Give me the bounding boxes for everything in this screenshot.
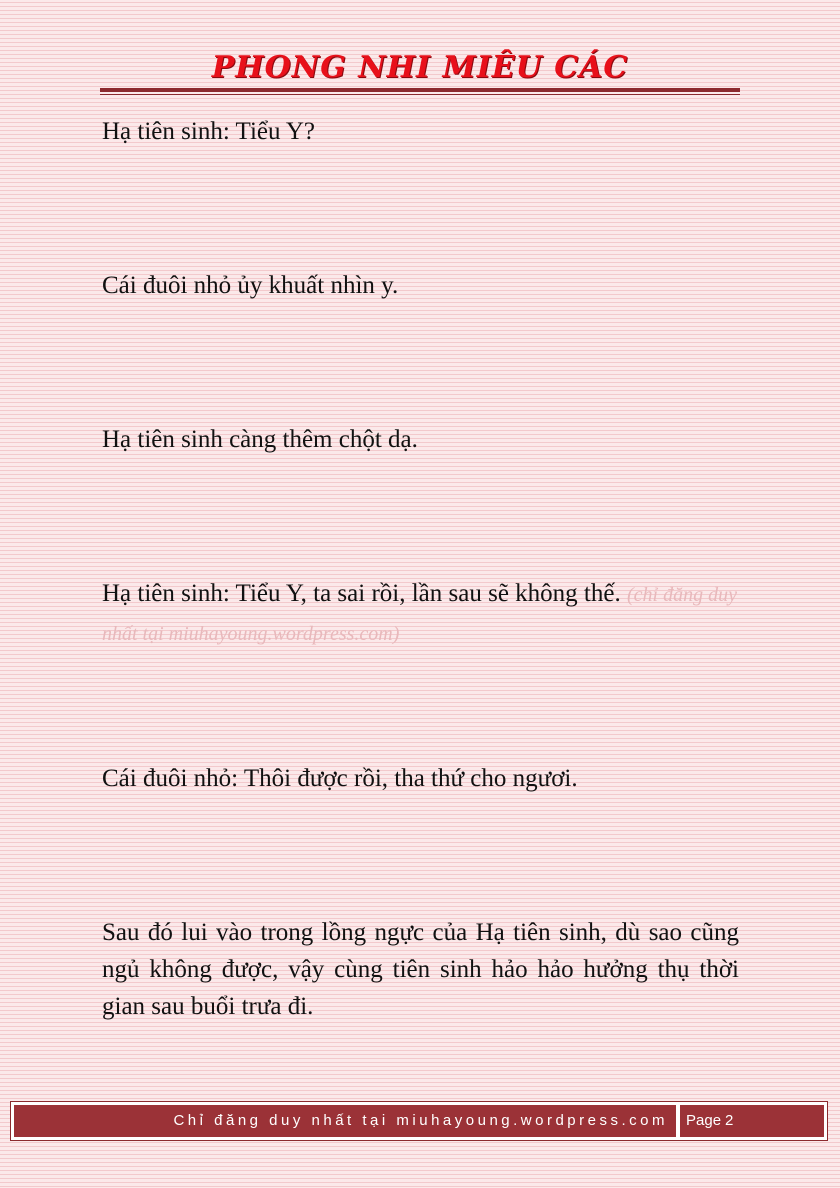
- paragraph: Sau đó lui vào trong lồng ngực của Hạ tiên sinh, dù sao cũng ngủ không được, vậy cùng tiên sinh hảo hảo hưởng thụ thời gian sau buổi trưa đi.: [102, 919, 739, 1020]
- paragraph: Hạ tiên sinh càng thêm chột dạ.: [102, 426, 418, 453]
- paragraph-text: Hạ tiên sinh: Tiểu Y, ta sai rồi, lần sau sẽ không thế.: [102, 580, 621, 607]
- footer-site-text: Chỉ đăng duy nhất tại miuhayoung.wordpress.com: [14, 1105, 676, 1137]
- paragraph: Hạ tiên sinh: Tiểu Y?: [102, 118, 315, 145]
- paragraph: Cái đuôi nhỏ: Thôi được rồi, tha thứ cho ngươi.: [102, 765, 578, 792]
- page-label: Page: [686, 1112, 722, 1129]
- paragraph: Cái đuôi nhỏ ủy khuất nhìn y.: [102, 272, 399, 299]
- watermark-text: (chỉ đăng duy nhất tại miuhayoung.wordpress.com): [102, 584, 737, 645]
- header-title: PHONG NHI MIÊU CÁC: [211, 50, 629, 85]
- header-rule-thin: [100, 94, 740, 95]
- paragraph-with-watermark: [102, 575, 739, 653]
- page-footer: [10, 1101, 828, 1141]
- page-header: [100, 48, 740, 88]
- page-number-value: 2: [725, 1112, 734, 1129]
- page-number: [680, 1105, 824, 1137]
- header-rule: [100, 88, 740, 92]
